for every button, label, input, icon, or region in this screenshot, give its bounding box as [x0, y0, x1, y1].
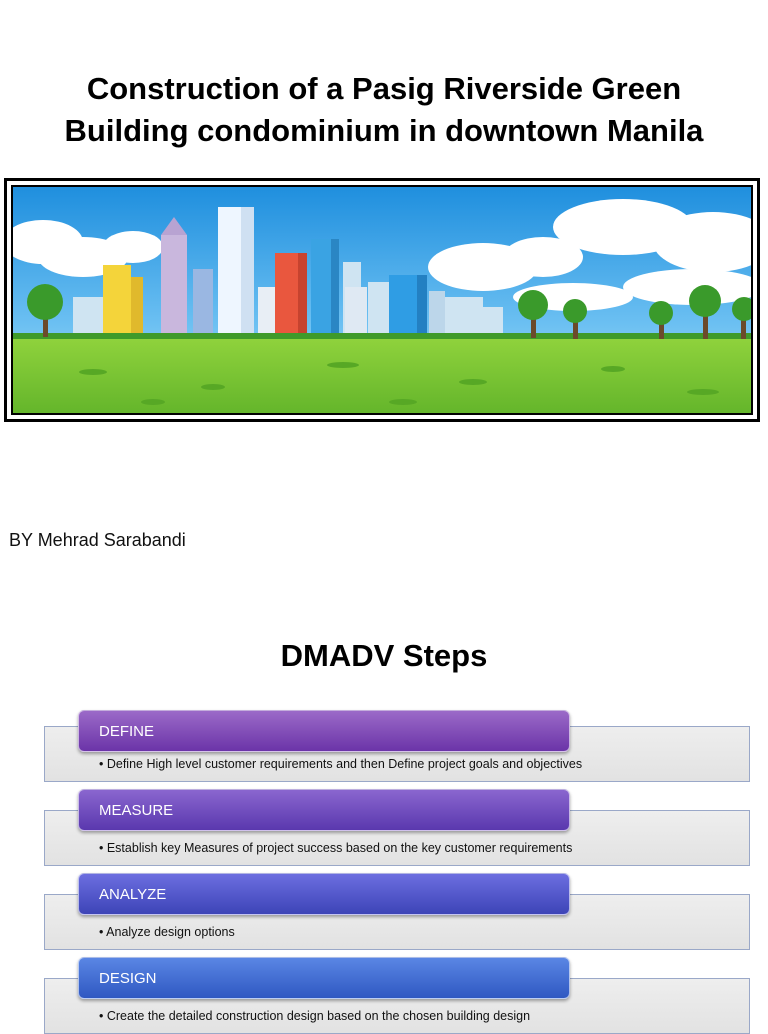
step-design-tab: DESIGN: [78, 957, 570, 999]
section-title: DMADV Steps: [280, 638, 488, 673]
step-define-description: • Define High level customer requirements and then Define project goals and objectives: [99, 757, 583, 771]
author-byline: BY Mehrad Sarabandi: [9, 530, 186, 550]
city-banner-image: [11, 185, 753, 415]
title-line-2: Building condominium in downtown Manila: [64, 113, 704, 148]
step-define-tab: DEFINE: [78, 710, 570, 752]
title-line-1: Construction of a Pasig Riverside Green: [86, 71, 682, 106]
step-analyze-tab: ANALYZE: [78, 873, 570, 915]
document-title: [0, 68, 768, 152]
step-analyze-description: • Analyze design options: [99, 925, 235, 939]
step-measure-tab: MEASURE: [78, 789, 570, 831]
city-skyline-illustration: [13, 187, 753, 415]
step-measure-description: • Establish key Measures of project success based on the key customer requirements: [99, 841, 573, 855]
step-design-description: • Create the detailed construction design based on the chosen building design: [99, 1009, 531, 1023]
city-banner-frame: [4, 178, 760, 422]
